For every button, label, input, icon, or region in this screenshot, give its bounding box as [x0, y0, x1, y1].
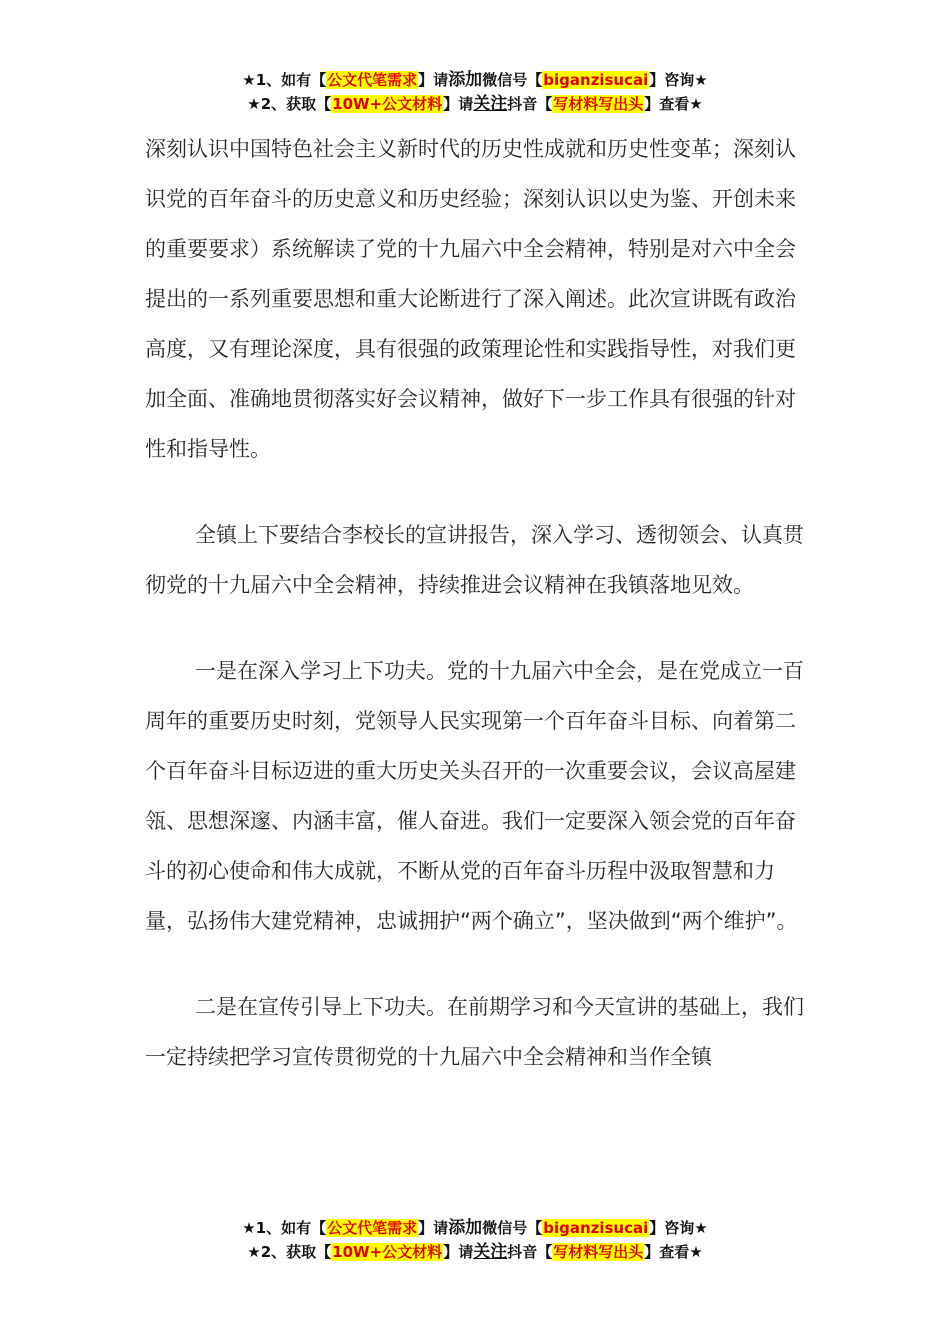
- banner-emphasis: 添加: [448, 70, 483, 90]
- banner-emphasis: 添加: [448, 1218, 483, 1238]
- star-icon: ★: [242, 1219, 256, 1237]
- banner-text: 1、如有【: [255, 71, 327, 89]
- banner-line-2: [0, 92, 950, 116]
- star-icon: ★: [242, 71, 256, 89]
- highlight-wechat-id: biganzisucai: [543, 71, 649, 89]
- star-icon: ★: [689, 1243, 703, 1261]
- banner-text: 1、如有【: [255, 1219, 327, 1237]
- banner-line-1: [0, 1216, 950, 1240]
- paragraph: 二是在宣传引导上下功夫。在前期学习和今天宣讲的基础上，我们一定持续把学习宣传贯彻党的十九届六中全会精神和当作全镇: [145, 995, 804, 1069]
- banner-text: 】查看: [644, 95, 690, 113]
- highlight-materials: 10W+公文材料: [332, 1243, 443, 1261]
- banner-text: 】查看: [644, 1243, 690, 1261]
- highlight-wechat-id: biganzisucai: [543, 1219, 649, 1237]
- highlight-service: 公文代笔需求: [327, 71, 418, 89]
- banner-emphasis: 关注: [473, 94, 508, 114]
- highlight-douyin: 写材料写出头: [553, 1243, 644, 1261]
- banner-text: 】请: [418, 1219, 449, 1237]
- banner-text: 】请: [443, 1243, 474, 1261]
- star-icon: ★: [247, 1243, 261, 1261]
- header-banner: [0, 68, 950, 116]
- paragraph: 深刻认识中国特色社会主义新时代的历史性成就和历史性变革；深刻认识党的百年奋斗的历史意义和历史经验；深刻认识以史为鉴、开创未来的重要要求）系统解读了党的十九届六中全会精神，特别是对六中全会提出的一系列重要思想和重大论断进行了深入阐述。此次宣讲既有政治高度，又有理论深度，具有很强的政策理论性和实践指导性，对我们更加全面、准确地贯彻落实好会议精神，做好下一步工作具有很强的针对性和指导性。: [145, 137, 796, 461]
- banner-text: 微信号【: [482, 71, 543, 89]
- banner-text: 】请: [418, 71, 449, 89]
- banner-line-1: [0, 68, 950, 92]
- highlight-douyin: 写材料写出头: [553, 95, 644, 113]
- banner-text: 】请: [443, 95, 474, 113]
- banner-text: 抖音【: [507, 1243, 553, 1261]
- banner-emphasis: 关注: [473, 1242, 508, 1262]
- banner-text: 】咨询: [649, 1219, 695, 1237]
- highlight-service: 公文代笔需求: [327, 1219, 418, 1237]
- banner-text: 抖音【: [507, 95, 553, 113]
- banner-text: 2、获取【: [260, 95, 332, 113]
- star-icon: ★: [689, 95, 703, 113]
- banner-line-2: [0, 1240, 950, 1264]
- footer-banner: [0, 1216, 950, 1264]
- star-icon: ★: [694, 1219, 708, 1237]
- star-icon: ★: [247, 95, 261, 113]
- document-body: [145, 124, 813, 1118]
- star-icon: ★: [694, 71, 708, 89]
- banner-text: 微信号【: [482, 1219, 543, 1237]
- banner-text: 】咨询: [649, 71, 695, 89]
- paragraph: 全镇上下要结合李校长的宣讲报告，深入学习、透彻领会、认真贯彻党的十九届六中全会精神，持续推进会议精神在我镇落地见效。: [145, 523, 804, 597]
- paragraph: 一是在深入学习上下功夫。党的十九届六中全会，是在党成立一百周年的重要历史时刻，党领导人民实现第一个百年奋斗目标、向着第二个百年奋斗目标迈进的重大历史关头召开的一次重要会议，会议高屋建瓴、思想深邃、内涵丰富，催人奋进。我们一定要深入领会党的百年奋斗的初心使命和伟大成就，不断从党的百年奋斗历程中汲取智慧和力量，弘扬伟大建党精神，忠诚拥护“两个确立”，坚决做到“两个维护”。: [145, 659, 804, 933]
- highlight-materials: 10W+公文材料: [332, 95, 443, 113]
- banner-text: 2、获取【: [260, 1243, 332, 1261]
